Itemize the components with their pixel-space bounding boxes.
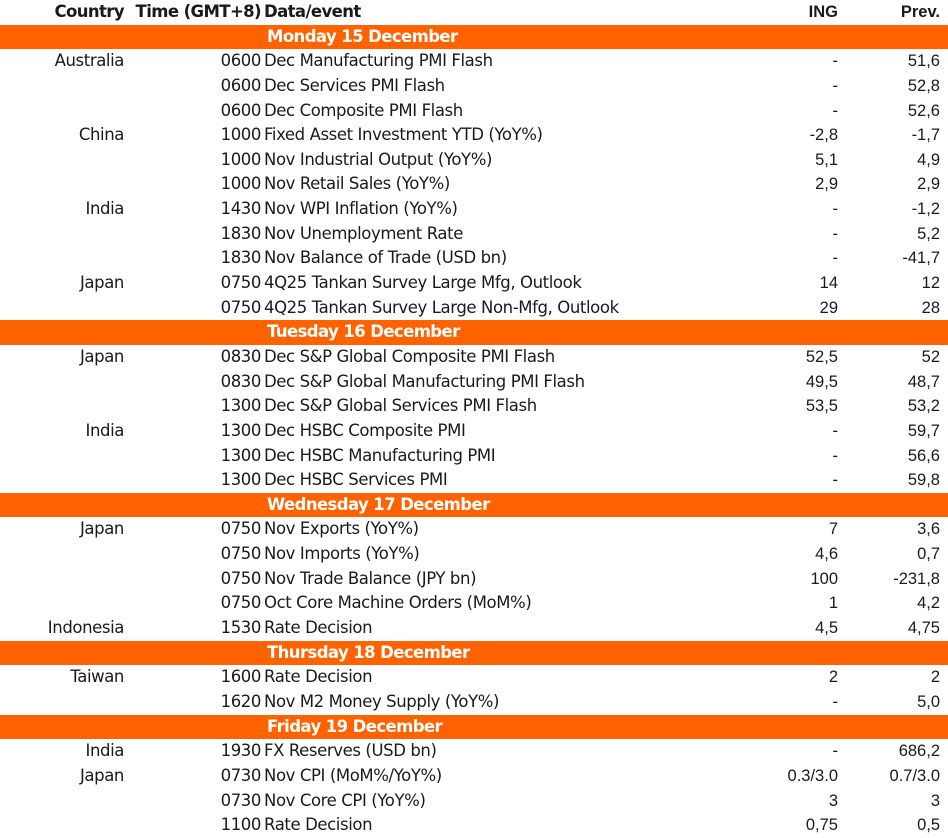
country-cell: Australia	[54, 51, 124, 71]
event-cell: Nov CPI (MoM%/YoY%)	[264, 765, 442, 785]
day-label: Wednesday 17 December	[267, 494, 490, 514]
event-cell: Nov WPI Inflation (YoY%)	[264, 199, 458, 219]
table-row	[0, 394, 948, 419]
day-label: Monday 15 December	[267, 26, 458, 46]
country-cell: Japan	[79, 346, 124, 366]
country-cell: Japan	[79, 519, 124, 539]
ing-forecast-cell: -	[832, 249, 838, 268]
table-row	[0, 370, 948, 395]
ing-forecast-cell: 1	[828, 594, 838, 613]
event-cell: Dec S&P Global Services PMI Flash	[264, 396, 537, 416]
country-cell: Japan	[79, 765, 124, 785]
previous-value-cell: 4,9	[917, 150, 940, 169]
event-cell: Rate Decision	[264, 618, 373, 638]
table-row	[0, 567, 948, 592]
ing-forecast-cell: 100	[810, 569, 838, 588]
country-cell: India	[85, 199, 124, 219]
time-cell: 1000	[220, 174, 261, 194]
table-row	[0, 468, 948, 493]
country-cell	[0, 542, 124, 567]
table-row	[0, 123, 948, 148]
event-cell: Rate Decision	[264, 815, 373, 835]
ing-forecast-cell: 52,5	[805, 347, 838, 366]
ing-forecast-cell: 0.3/3.0	[787, 766, 838, 785]
header-event: Data/event	[264, 2, 361, 21]
event-cell: Dec Composite PMI Flash	[264, 100, 463, 120]
table-row	[0, 222, 948, 247]
table-row	[0, 172, 948, 197]
time-cell: 0750	[220, 273, 261, 293]
event-cell: Dec HSBC Manufacturing PMI	[264, 445, 496, 465]
table-row	[0, 197, 948, 222]
ing-forecast-cell: 3	[828, 791, 838, 810]
previous-value-cell: -41,7	[902, 249, 940, 268]
previous-value-cell: 5,2	[917, 224, 940, 243]
ing-forecast-cell: 29	[819, 298, 838, 317]
previous-value-cell: 48,7	[907, 372, 940, 391]
table-row	[0, 345, 948, 370]
time-cell: 0830	[220, 346, 261, 366]
event-cell: Dec HSBC Services PMI	[264, 470, 448, 490]
table-row	[0, 591, 948, 616]
table-row	[0, 517, 948, 542]
event-cell: 4Q25 Tankan Survey Large Non-Mfg, Outlook	[264, 297, 619, 317]
event-cell: 4Q25 Tankan Survey Large Mfg, Outlook	[264, 273, 582, 293]
country-cell: India	[85, 741, 124, 761]
event-cell: Oct Core Machine Orders (MoM%)	[264, 593, 532, 613]
country-cell: China	[78, 125, 124, 145]
ing-forecast-cell: -	[832, 76, 838, 95]
time-cell: 0830	[220, 371, 261, 391]
header-prev: Prev.	[900, 3, 940, 21]
previous-value-cell: 52	[921, 347, 940, 366]
table-row	[0, 444, 948, 469]
event-cell: Nov Exports (YoY%)	[264, 519, 419, 539]
ing-forecast-cell: 4,5	[815, 619, 838, 638]
previous-value-cell: -1,7	[911, 126, 940, 145]
time-cell: 1830	[220, 223, 261, 243]
time-cell: 1620	[220, 691, 261, 711]
table-row	[0, 296, 948, 321]
time-cell: 0750	[220, 297, 261, 317]
country-cell	[0, 468, 124, 493]
table-row	[0, 789, 948, 814]
ing-forecast-cell: -	[832, 52, 838, 71]
previous-value-cell: 52,6	[907, 101, 940, 120]
table-row	[0, 690, 948, 715]
time-cell: 1300	[220, 420, 261, 440]
time-cell: 1100	[220, 815, 261, 835]
ing-forecast-cell: -	[832, 692, 838, 711]
country-cell	[0, 394, 124, 419]
ing-forecast-cell: -	[832, 224, 838, 243]
time-cell: 0600	[220, 100, 261, 120]
previous-value-cell: -1,2	[911, 200, 940, 219]
time-cell: 0730	[220, 765, 261, 785]
header-ing: ING	[808, 3, 838, 21]
time-cell: 0750	[220, 544, 261, 564]
time-cell: 1430	[220, 199, 261, 219]
table-row	[0, 148, 948, 173]
time-cell: 0750	[220, 593, 261, 613]
previous-value-cell: 0,5	[917, 816, 940, 835]
ing-forecast-cell: 0,75	[805, 816, 838, 835]
day-label: Tuesday 16 December	[267, 322, 460, 342]
ing-forecast-cell: 4,6	[815, 545, 838, 564]
event-cell: Dec Manufacturing PMI Flash	[264, 51, 493, 71]
event-cell: Nov M2 Money Supply (YoY%)	[264, 691, 500, 711]
time-cell: 1830	[220, 248, 261, 268]
time-cell: 1000	[220, 149, 261, 169]
country-cell	[0, 246, 124, 271]
event-cell: Nov Industrial Output (YoY%)	[264, 149, 493, 169]
event-cell: Nov Retail Sales (YoY%)	[264, 174, 450, 194]
table-row	[0, 419, 948, 444]
time-cell: 0600	[220, 75, 261, 95]
ing-forecast-cell: -	[832, 101, 838, 120]
time-cell: 1300	[220, 396, 261, 416]
country-cell	[0, 74, 124, 99]
event-cell: Dec S&P Global Manufacturing PMI Flash	[264, 371, 585, 391]
header-time: Time (GMT+8)	[135, 2, 261, 21]
table-row	[0, 542, 948, 567]
previous-value-cell: 4,2	[917, 594, 940, 613]
ing-forecast-cell: 5,1	[815, 150, 838, 169]
event-cell: Rate Decision	[264, 667, 373, 687]
previous-value-cell: 0,7	[917, 545, 940, 564]
table-row	[0, 616, 948, 641]
table-row	[0, 764, 948, 789]
country-cell	[0, 99, 124, 124]
country-cell	[0, 296, 124, 321]
previous-value-cell: 53,2	[907, 397, 940, 416]
day-section-header	[0, 493, 948, 518]
country-cell	[0, 222, 124, 247]
table-row	[0, 74, 948, 99]
day-label: Thursday 18 December	[267, 642, 470, 662]
previous-value-cell: 2	[930, 668, 940, 687]
previous-value-cell: 28	[921, 298, 940, 317]
country-cell: Taiwan	[70, 667, 124, 687]
previous-value-cell: 59,8	[907, 471, 940, 490]
time-cell: 0600	[220, 51, 261, 71]
ing-forecast-cell: 14	[819, 274, 838, 293]
previous-value-cell: 2,9	[917, 175, 940, 194]
previous-value-cell: 4,75	[907, 619, 940, 638]
ing-forecast-cell: -2,8	[809, 126, 838, 145]
country-cell	[0, 789, 124, 814]
event-cell: Nov Imports (YoY%)	[264, 544, 420, 564]
table-body	[0, 25, 948, 838]
country-cell	[0, 148, 124, 173]
table-row	[0, 813, 948, 838]
day-section-header	[0, 715, 948, 740]
time-cell: 1930	[220, 741, 261, 761]
country-cell	[0, 567, 124, 592]
ing-forecast-cell: -	[832, 446, 838, 465]
event-cell: Dec S&P Global Composite PMI Flash	[264, 346, 555, 366]
table-row	[0, 271, 948, 296]
previous-value-cell: 56,6	[907, 446, 940, 465]
previous-value-cell: 52,8	[907, 76, 940, 95]
country-cell	[0, 690, 124, 715]
event-cell: Nov Core CPI (YoY%)	[264, 790, 426, 810]
table-row	[0, 739, 948, 764]
country-cell	[0, 444, 124, 469]
table-row	[0, 246, 948, 271]
day-section-header	[0, 25, 948, 50]
ing-forecast-cell: -	[832, 200, 838, 219]
table-row	[0, 99, 948, 124]
event-cell: Dec Services PMI Flash	[264, 75, 445, 95]
day-label: Friday 19 December	[267, 716, 443, 736]
event-cell: Dec HSBC Composite PMI	[264, 420, 466, 440]
table-row	[0, 665, 948, 690]
time-cell: 1300	[220, 470, 261, 490]
ing-forecast-cell: 2,9	[815, 175, 838, 194]
time-cell: 1000	[220, 125, 261, 145]
previous-value-cell: 0.7/3.0	[889, 766, 940, 785]
country-cell	[0, 813, 124, 838]
ing-forecast-cell: 53,5	[805, 397, 838, 416]
country-cell: Japan	[79, 273, 124, 293]
time-cell: 0730	[220, 790, 261, 810]
time-cell: 1600	[220, 667, 261, 687]
previous-value-cell: 12	[921, 274, 940, 293]
event-cell: Fixed Asset Investment YTD (YoY%)	[264, 125, 543, 145]
event-cell: Nov Balance of Trade (USD bn)	[264, 248, 507, 268]
previous-value-cell: 59,7	[907, 421, 940, 440]
country-cell	[0, 172, 124, 197]
previous-value-cell: 5,0	[917, 692, 940, 711]
day-section-header	[0, 320, 948, 345]
table-header	[0, 0, 948, 25]
ing-forecast-cell: 7	[828, 520, 838, 539]
ing-forecast-cell: -	[832, 471, 838, 490]
previous-value-cell: 3,6	[917, 520, 940, 539]
time-cell: 1530	[220, 618, 261, 638]
time-cell: 0750	[220, 568, 261, 588]
ing-forecast-cell: -	[832, 421, 838, 440]
time-cell: 1300	[220, 445, 261, 465]
previous-value-cell: 3	[930, 791, 940, 810]
event-cell: Nov Trade Balance (JPY bn)	[264, 568, 477, 588]
event-cell: FX Reserves (USD bn)	[264, 741, 437, 761]
day-section-header	[0, 641, 948, 666]
country-cell: India	[85, 420, 124, 440]
country-cell	[0, 370, 124, 395]
ing-forecast-cell: 2	[828, 668, 838, 687]
event-cell: Nov Unemployment Rate	[264, 223, 463, 243]
previous-value-cell: -231,8	[893, 569, 940, 588]
ing-forecast-cell: 49,5	[805, 372, 838, 391]
ing-forecast-cell: -	[832, 742, 838, 761]
header-country: Country	[54, 2, 124, 21]
table-row	[0, 49, 948, 74]
country-cell: Indonesia	[47, 618, 124, 638]
previous-value-cell: 51,6	[907, 52, 940, 71]
time-cell: 0750	[220, 519, 261, 539]
country-cell	[0, 591, 124, 616]
previous-value-cell: 686,2	[898, 742, 940, 761]
